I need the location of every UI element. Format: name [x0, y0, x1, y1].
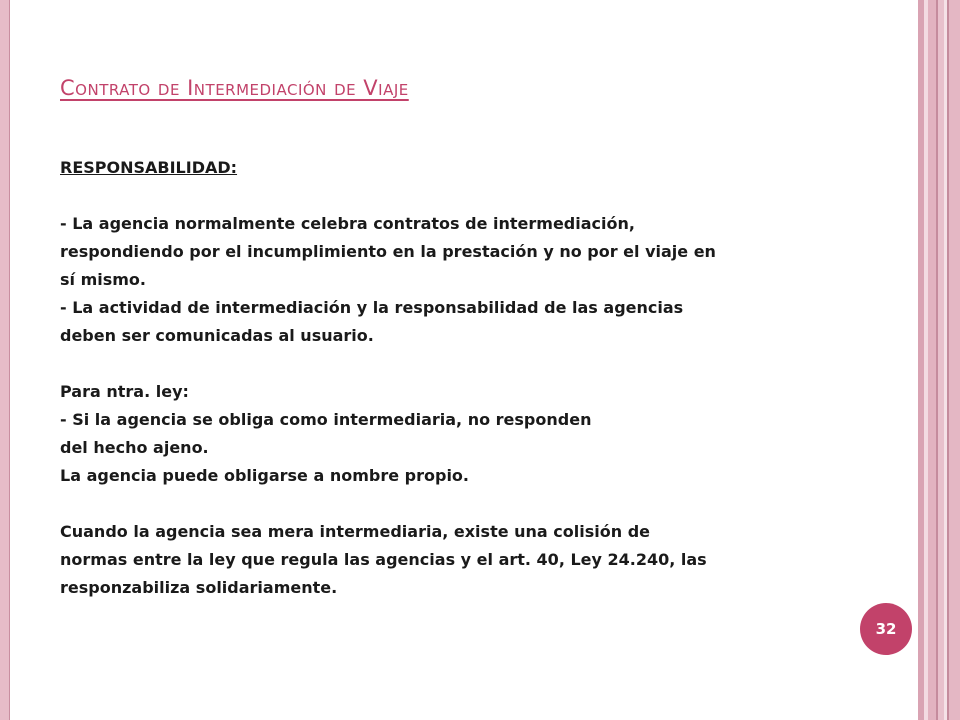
- spacer: [60, 182, 830, 210]
- body-line: respondiendo por el incumplimiento en la prestación y no por el viaje en: [60, 242, 716, 261]
- section-heading: RESPONSABILIDAD:: [60, 158, 238, 177]
- right-stripes-decoration: [918, 0, 960, 720]
- body-line: responzabiliza solidariamente.: [60, 578, 338, 597]
- stripe: [928, 0, 936, 720]
- body-line: Cuando la agencia sea mera intermediaria, existe una colisión de: [60, 522, 650, 541]
- body-line: La agencia puede obligarse a nombre propio.: [60, 466, 469, 485]
- page-number: 32: [875, 620, 897, 638]
- spacer: [60, 490, 830, 518]
- body-line: - La actividad de intermediación y la responsabilidad de las agencias: [60, 298, 684, 317]
- body-line: del hecho ajeno.: [60, 438, 209, 457]
- left-border-decoration: [0, 0, 10, 720]
- slide-title: Contrato de Intermediación de Viaje: [60, 76, 409, 100]
- body-line: - La agencia normalmente celebra contratos de intermediación,: [60, 214, 635, 233]
- stripe: [949, 0, 960, 720]
- spacer: [60, 350, 830, 378]
- body-line: Para ntra. ley:: [60, 382, 189, 401]
- page-number-badge: [860, 603, 912, 655]
- body-line: sí mismo.: [60, 270, 146, 289]
- body-line: normas entre la ley que regula las agencias y el art. 40, Ley 24.240, las: [60, 550, 707, 569]
- slide-body: [60, 154, 830, 602]
- body-line: - Si la agencia se obliga como intermediaria, no responden: [60, 410, 592, 429]
- body-line: deben ser comunicadas al usuario.: [60, 326, 374, 345]
